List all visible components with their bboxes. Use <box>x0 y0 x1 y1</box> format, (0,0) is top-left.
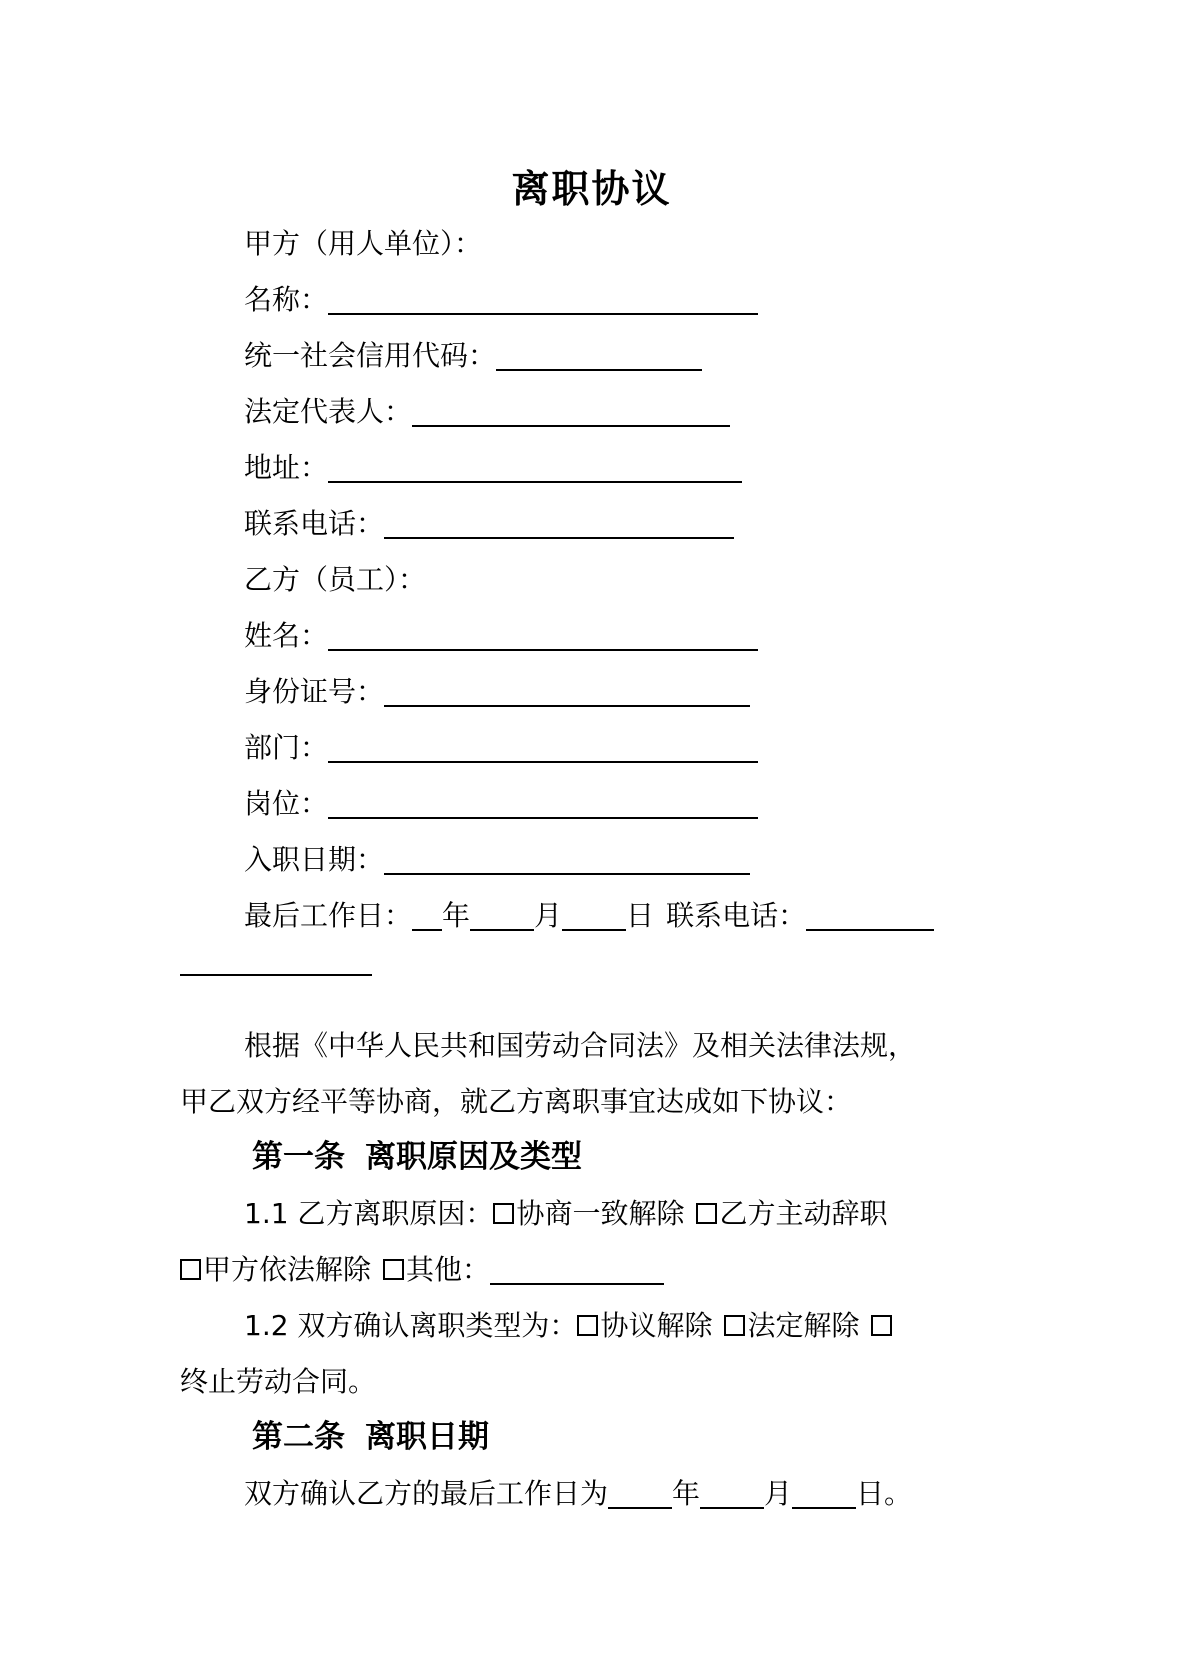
preamble-line-1: 根据《中华人民共和国劳动合同法》及相关法律法规， <box>244 1029 917 1062</box>
checkbox-statutory[interactable] <box>724 1315 745 1336</box>
article-2-year-blank[interactable] <box>608 1477 672 1509</box>
clause-1-2-line-1 <box>244 1306 894 1346</box>
party-b-phone-blank-continued[interactable] <box>180 974 372 976</box>
document-title: 离职协议 <box>511 167 672 211</box>
party-a-credit-code-blank[interactable] <box>496 339 702 371</box>
party-b-phone-label: 联系电话： <box>666 899 807 932</box>
party-b-id-row <box>244 672 750 712</box>
party-a-phone-label: 联系电话： <box>244 507 385 540</box>
party-b-name-blank[interactable] <box>328 619 758 651</box>
party-b-position-blank[interactable] <box>328 787 758 819</box>
party-b-name-row <box>244 616 758 656</box>
party-b-hire-date-row <box>244 840 750 880</box>
party-a-phone-blank[interactable] <box>384 507 734 539</box>
party-b-hire-date-blank[interactable] <box>384 843 750 875</box>
party-b-position-row <box>244 784 758 824</box>
party-a-phone-row <box>244 504 734 544</box>
clause-1-1-line-2 <box>180 1250 664 1290</box>
article-2-text-row <box>244 1474 912 1514</box>
article-2-text: 双方确认乙方的最后工作日为 <box>244 1477 609 1510</box>
party-b-id-blank[interactable] <box>384 675 750 707</box>
article-2-month-unit: 月 <box>764 1477 793 1510</box>
party-b-dept-blank[interactable] <box>328 731 758 763</box>
last-day-day-unit: 日 <box>626 899 655 932</box>
party-a-name-row <box>244 280 758 320</box>
party-b-id-label: 身份证号： <box>244 675 385 708</box>
last-day-month-blank[interactable] <box>470 899 534 931</box>
party-b-heading: 乙方（员工）： <box>244 563 427 596</box>
option-negotiated-label: 协商一致解除 <box>516 1197 685 1230</box>
clause-1-1-line-1 <box>244 1194 887 1234</box>
article-2-month-blank[interactable] <box>700 1477 764 1509</box>
article-1-title: 离职原因及类型 <box>365 1139 582 1175</box>
option-lawful-dismissal-label: 甲方依法解除 <box>203 1253 372 1286</box>
party-a-legal-rep-label: 法定代表人： <box>244 395 413 428</box>
article-2-heading <box>252 1416 489 1458</box>
option-statutory-label: 法定解除 <box>747 1309 860 1342</box>
party-a-credit-code-row <box>244 336 702 376</box>
last-day-day-blank[interactable] <box>562 899 626 931</box>
article-2-year-unit: 年 <box>672 1477 701 1510</box>
party-a-address-blank[interactable] <box>328 451 742 483</box>
party-b-hire-date-label: 入职日期： <box>244 843 385 876</box>
checkbox-resign[interactable] <box>696 1203 717 1224</box>
party-b-last-day-row <box>244 896 934 936</box>
party-a-address-label: 地址： <box>244 451 329 484</box>
party-b-dept-label: 部门： <box>244 731 329 764</box>
article-2-number: 第二条 <box>252 1419 345 1455</box>
option-agreement-label: 协议解除 <box>600 1309 713 1342</box>
party-b-name-label: 姓名： <box>244 619 329 652</box>
other-reason-blank[interactable] <box>490 1253 664 1285</box>
clause-1-1-prefix: 1.1 乙方离职原因： <box>244 1197 494 1230</box>
party-a-legal-rep-row <box>244 392 730 432</box>
article-1-heading <box>252 1136 582 1178</box>
party-b-position-label: 岗位： <box>244 787 329 820</box>
party-a-name-blank[interactable] <box>328 283 758 315</box>
party-b-dept-row <box>244 728 758 768</box>
party-a-credit-code-label: 统一社会信用代码： <box>244 339 497 372</box>
last-day-month-unit: 月 <box>534 899 563 932</box>
party-b-last-day-label: 最后工作日： <box>244 899 413 932</box>
checkbox-negotiated[interactable] <box>493 1203 514 1224</box>
article-1-number: 第一条 <box>252 1139 345 1175</box>
checkbox-terminate[interactable] <box>871 1315 892 1336</box>
article-2-day-blank[interactable] <box>792 1477 856 1509</box>
checkbox-other[interactable] <box>383 1259 404 1280</box>
clause-1-2-prefix: 1.2 双方确认离职类型为： <box>244 1309 578 1342</box>
party-a-legal-rep-blank[interactable] <box>412 395 730 427</box>
article-2-title: 离职日期 <box>365 1419 489 1455</box>
last-day-year-unit: 年 <box>442 899 471 932</box>
option-resign-label: 乙方主动辞职 <box>719 1197 888 1230</box>
clause-1-2-line-2: 终止劳动合同。 <box>180 1365 377 1398</box>
party-a-address-row <box>244 448 742 488</box>
checkbox-lawful-dismissal[interactable] <box>180 1259 201 1280</box>
party-a-heading: 甲方（用人单位）： <box>244 227 483 260</box>
party-b-phone-blank[interactable] <box>806 899 934 931</box>
option-other-label: 其他： <box>406 1253 491 1286</box>
checkbox-agreement[interactable] <box>577 1315 598 1336</box>
party-a-name-label: 名称： <box>244 283 329 316</box>
article-2-day-unit: 日。 <box>856 1477 913 1510</box>
last-day-year-blank[interactable] <box>412 899 442 931</box>
preamble-line-2: 甲乙双方经平等协商，就乙方离职事宜达成如下协议： <box>180 1085 853 1118</box>
